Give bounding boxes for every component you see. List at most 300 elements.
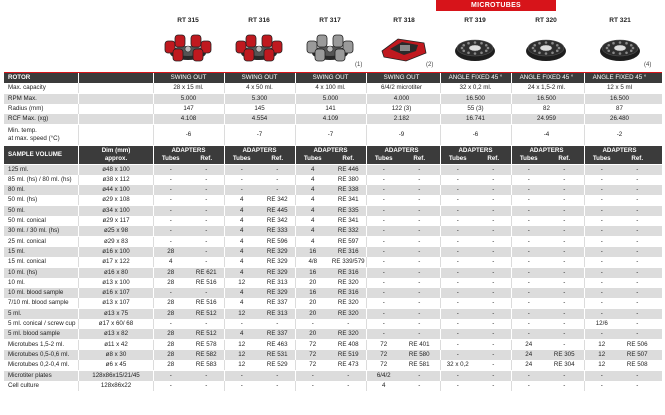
tubes-value: -	[169, 175, 172, 183]
tubes-value: 32 x 0,2	[446, 361, 469, 369]
tubes-value: -	[169, 206, 172, 214]
ref-value: -	[205, 237, 208, 245]
spec-value: 145	[254, 104, 265, 112]
ref-value: RE 304	[553, 361, 575, 369]
tubes-value: 16	[309, 247, 317, 255]
sample-dimension: ø13 x 100	[102, 278, 130, 286]
tubes-value: -	[382, 186, 385, 194]
ref-value: RE 313	[266, 278, 288, 286]
tubes-value: 72	[309, 361, 317, 369]
sample-dimension: ø29 x 83	[103, 237, 129, 245]
adapters-header: ADAPTERS	[458, 146, 493, 154]
sample-dimension: ø13 x 107	[102, 299, 130, 307]
sample-row	[4, 319, 662, 329]
tubes-value: -	[527, 289, 530, 297]
sample-dimension: ø48 x 100	[102, 165, 130, 173]
ref-value: RE 581	[408, 361, 430, 369]
ref-value: RE 320	[337, 278, 359, 286]
sample-dimension: ø17 x 122	[102, 258, 130, 266]
ref-value: RE 508	[626, 361, 648, 369]
tubes-value: -	[169, 320, 172, 327]
ref-value: -	[492, 206, 495, 214]
ref-value: RE 332	[337, 227, 359, 235]
ref-value: -	[347, 371, 350, 379]
tubes-value: 12	[598, 350, 606, 358]
ref-header: Ref.	[487, 154, 500, 162]
ref-value: -	[418, 186, 421, 194]
tubes-value: -	[382, 196, 385, 204]
tubes-value: -	[382, 165, 385, 173]
ref-value: -	[563, 206, 566, 214]
adapters-header: ADAPTERS	[242, 146, 277, 154]
tubes-value: 12	[238, 361, 246, 369]
tubes-value: -	[169, 237, 172, 245]
ref-value: -	[492, 247, 495, 255]
ref-value: RE 335	[337, 206, 359, 214]
tubes-value: -	[382, 206, 385, 214]
rotor-model-title: RT 315	[177, 17, 199, 24]
ref-value: -	[492, 165, 495, 173]
tubes-header: Tubes	[232, 154, 251, 162]
ref-value: -	[276, 186, 279, 194]
tubes-value: -	[382, 175, 385, 183]
ref-value: -	[492, 289, 495, 297]
tubes-value: -	[456, 289, 459, 297]
sample-dimension: ø13 x 75	[103, 309, 129, 317]
spec-label: RCF Max. (xg)	[8, 115, 49, 123]
tubes-value: -	[382, 237, 385, 245]
tubes-value: -	[527, 247, 530, 255]
tubes-value: -	[600, 299, 603, 307]
rotor-model-title: RT 321	[609, 17, 631, 24]
sample-label: 50 ml.	[8, 206, 25, 214]
min-temp-value: -4	[543, 130, 550, 138]
ref-value: -	[418, 278, 421, 286]
sample-label: 5 ml. blood sample	[8, 330, 60, 338]
tubes-value: -	[169, 289, 172, 297]
spec-value: 2.182	[393, 115, 410, 123]
tubes-value: 16	[309, 289, 317, 297]
tubes-value: 4	[169, 258, 173, 266]
sample-label: Microtubes 0,2-0,4 ml.	[8, 361, 70, 369]
rotor-model-title: RT 318	[393, 17, 415, 24]
tubes-value: -	[382, 320, 385, 327]
rotor-model-title: RT 316	[248, 17, 270, 24]
tubes-value: -	[382, 309, 385, 317]
sample-row	[4, 237, 662, 247]
sample-row	[4, 278, 662, 288]
ref-value: RE 337	[266, 299, 288, 307]
ref-value: -	[418, 330, 421, 338]
tubes-value: -	[527, 217, 530, 224]
tubes-header: Tubes	[303, 154, 322, 162]
spec-value: 32 x 0,2 ml.	[459, 84, 492, 92]
ref-value: -	[418, 289, 421, 297]
ref-value: -	[563, 237, 566, 245]
ref-value: RE 516	[195, 278, 217, 286]
spec-value: 12 x 5 ml	[606, 84, 633, 92]
tubes-value: -	[456, 258, 459, 266]
tubes-value: -	[456, 217, 459, 224]
tubes-value: -	[600, 175, 603, 183]
spec-value: 24.959	[537, 115, 556, 123]
spec-value: ANGLE FIXED 45 °	[448, 74, 503, 81]
tubes-value: -	[600, 381, 603, 389]
ref-header: Ref.	[200, 154, 213, 162]
footnote-marker: (4)	[644, 62, 652, 68]
tubes-value: -	[527, 165, 530, 173]
ref-value: RE 305	[553, 350, 575, 358]
ref-value: -	[563, 247, 566, 255]
sample-dimension: ø13 x 82	[103, 330, 129, 338]
tubes-value: 72	[380, 350, 388, 358]
ref-value: RE 597	[337, 237, 359, 245]
tubes-value: -	[240, 320, 243, 327]
sample-dimension: ø29 x 117	[102, 217, 130, 224]
tubes-value: 28	[167, 330, 175, 338]
tubes-value: -	[527, 371, 530, 379]
tubes-value: 4	[311, 227, 315, 235]
ref-value: RE 329	[266, 258, 288, 266]
ref-value: -	[205, 196, 208, 204]
sample-row	[4, 216, 662, 226]
adapters-header: ADAPTERS	[602, 146, 637, 154]
spec-value: 5.000	[322, 94, 339, 102]
tubes-value: 4	[240, 268, 244, 276]
tubes-value: 28	[167, 268, 175, 276]
ref-value: RE 313	[266, 309, 288, 317]
tubes-value: -	[240, 175, 243, 183]
tubes-value: 28	[167, 299, 175, 307]
ref-header: Ref.	[342, 154, 355, 162]
ref-value: -	[492, 309, 495, 317]
ref-value: -	[636, 227, 639, 235]
tubes-value: -	[311, 320, 314, 327]
rotor-image	[302, 27, 358, 67]
ref-value: -	[636, 237, 639, 245]
min-temp-value: -6	[185, 130, 192, 138]
ref-value: -	[492, 350, 495, 358]
tubes-value: -	[311, 371, 314, 379]
ref-value: -	[418, 247, 421, 255]
ref-value: RE 338	[337, 186, 359, 194]
sample-dimension: ø16 x 100	[102, 247, 130, 255]
rotor-image	[231, 27, 287, 67]
tubes-value: -	[169, 186, 172, 194]
ref-value: -	[636, 186, 639, 194]
ref-value: -	[492, 268, 495, 276]
ref-value: -	[418, 268, 421, 276]
ref-value: RE 506	[626, 340, 648, 348]
sample-row	[4, 268, 662, 278]
ref-value: -	[205, 247, 208, 255]
tubes-value: -	[169, 381, 172, 389]
tubes-header: Tubes	[592, 154, 611, 162]
tubes-header: Tubes	[519, 154, 538, 162]
ref-value: RE 401	[408, 340, 430, 348]
ref-value: -	[636, 258, 639, 266]
ref-value: -	[636, 196, 639, 204]
ref-value: RE 512	[195, 309, 217, 317]
ref-value: -	[636, 278, 639, 286]
tubes-value: 72	[380, 361, 388, 369]
ref-value: -	[563, 309, 566, 317]
tubes-value: -	[456, 175, 459, 183]
tubes-value: -	[600, 165, 603, 173]
tubes-value: -	[527, 278, 530, 286]
spec-value: 16.500	[610, 94, 629, 102]
ref-value: -	[205, 371, 208, 379]
ref-value: -	[205, 289, 208, 297]
sample-row	[4, 185, 662, 195]
rotor-image	[447, 27, 503, 67]
tubes-value: -	[527, 299, 530, 307]
ref-value: -	[418, 175, 421, 183]
tubes-value: -	[382, 299, 385, 307]
tubes-value: 4	[311, 175, 315, 183]
tubes-value: 4	[240, 258, 244, 266]
sample-row	[4, 371, 662, 381]
ref-value: RE 339/579	[331, 258, 365, 266]
ref-value: -	[563, 289, 566, 297]
sample-label: 10 ml. blood sample	[8, 289, 64, 297]
sample-row	[4, 247, 662, 257]
ref-value: RE 408	[337, 340, 359, 348]
sample-row	[4, 298, 662, 308]
tubes-value: -	[600, 206, 603, 214]
sample-label: 50 ml. conical	[8, 217, 46, 224]
ref-value: -	[636, 320, 639, 327]
sample-label: 15 ml. conical	[8, 258, 46, 266]
ref-value: -	[418, 381, 421, 389]
tubes-value: -	[169, 371, 172, 379]
spec-value: 4.554	[251, 115, 268, 123]
spec-value: 141	[325, 104, 336, 112]
spec-value: 26.480	[610, 115, 629, 123]
ref-value: RE 516	[195, 299, 217, 307]
tubes-value: 4	[311, 186, 315, 194]
tubes-value: -	[169, 217, 172, 224]
tubes-value: 4	[311, 206, 315, 214]
rotor-model-title: RT 317	[319, 17, 341, 24]
ref-value: -	[563, 381, 566, 389]
adapters-header: ADAPTERS	[384, 146, 419, 154]
sample-row	[4, 309, 662, 319]
ref-value: -	[636, 381, 639, 389]
ref-value: RE 621	[195, 268, 217, 276]
ref-value: -	[492, 299, 495, 307]
sample-label: 5 ml.	[8, 309, 22, 317]
ref-value: -	[636, 165, 639, 173]
spec-value: SWING OUT	[241, 74, 278, 81]
ref-value: -	[563, 299, 566, 307]
sample-dimension: ø16 x 107	[102, 289, 130, 297]
tubes-value: 72	[309, 350, 317, 358]
ref-value: -	[205, 186, 208, 194]
tubes-value: -	[456, 196, 459, 204]
tubes-value: -	[240, 186, 243, 194]
tubes-value: -	[600, 289, 603, 297]
ref-value: RE 519	[337, 350, 359, 358]
tubes-value: 24	[525, 361, 533, 369]
sample-dimension: ø38 x 112	[102, 175, 130, 183]
spec-row	[4, 83, 662, 93]
tubes-value: -	[456, 165, 459, 173]
tubes-value: -	[382, 289, 385, 297]
tubes-value: 4	[240, 330, 244, 338]
spec-value: SWING OUT	[383, 74, 420, 81]
tubes-value: -	[600, 196, 603, 204]
spec-value: 55 (3)	[467, 104, 484, 112]
ref-value: -	[636, 299, 639, 307]
sample-dimension: ø11 x 42	[104, 340, 128, 348]
tubes-value: -	[600, 247, 603, 255]
tubes-value: -	[456, 247, 459, 255]
tubes-value: 20	[309, 330, 317, 338]
tubes-value: -	[600, 217, 603, 224]
ref-value: RE 320	[337, 299, 359, 307]
spec-value: SWING OUT	[170, 74, 207, 81]
footnote-marker: (2)	[426, 62, 434, 68]
tubes-value: 4	[240, 237, 244, 245]
rotor-model-title: RT 320	[535, 17, 557, 24]
tubes-value: 4	[311, 217, 315, 224]
tubes-value: 20	[309, 299, 317, 307]
tubes-value: 4	[311, 196, 315, 204]
tubes-value: -	[382, 247, 385, 255]
tubes-value: 12	[238, 309, 246, 317]
ref-header: Ref.	[413, 154, 426, 162]
tubes-value: 12	[238, 340, 246, 348]
ref-value: -	[347, 320, 350, 327]
tubes-value: -	[169, 196, 172, 204]
sample-label: Cell culture	[8, 381, 39, 389]
sample-label: 7/10 ml. blood sample	[8, 299, 69, 307]
ref-value: -	[636, 247, 639, 255]
ref-value: -	[205, 206, 208, 214]
ref-value: -	[418, 320, 421, 327]
ref-value: -	[636, 371, 639, 379]
sample-row	[4, 288, 662, 298]
rotor-image	[376, 27, 432, 67]
dim-header: Dim (mm)	[101, 146, 131, 154]
spec-value: 16.500	[537, 94, 556, 102]
ref-value: -	[636, 175, 639, 183]
sample-row	[4, 329, 662, 339]
spec-row	[4, 73, 662, 83]
spec-value: ANGLE FIXED 45 °	[592, 74, 647, 81]
ref-value: RE 329	[266, 268, 288, 276]
ref-value: RE 342	[266, 196, 288, 204]
sample-label: Microtubes 0,5-0,6 ml.	[8, 350, 70, 358]
ref-value: -	[492, 361, 495, 369]
ref-value: RE 583	[195, 361, 217, 369]
ref-value: -	[563, 227, 566, 235]
tubes-header: Tubes	[374, 154, 393, 162]
sample-dimension: ø8 x 30	[105, 350, 127, 358]
tubes-value: -	[169, 227, 172, 235]
ref-value: RE 337	[266, 330, 288, 338]
ref-value: -	[276, 320, 279, 327]
ref-value: -	[492, 237, 495, 245]
spec-row	[4, 104, 662, 114]
min-temp-label-2: at max. speed (°C)	[8, 134, 60, 142]
ref-value: -	[205, 227, 208, 235]
spec-label: ROTOR	[8, 74, 31, 81]
sample-row	[4, 195, 662, 205]
ref-value: -	[418, 258, 421, 266]
sample-row	[4, 381, 662, 391]
min-temp-label: Min. temp.	[8, 126, 37, 134]
ref-value: -	[636, 289, 639, 297]
spec-value: 82	[543, 104, 550, 112]
tubes-value: 4	[240, 247, 244, 255]
ref-value: -	[276, 371, 279, 379]
ref-value: -	[563, 330, 566, 338]
min-temp-row	[4, 125, 662, 145]
sample-dimension: ø16 x 80	[103, 268, 129, 276]
ref-value: -	[563, 196, 566, 204]
tubes-value: 4	[240, 196, 244, 204]
tubes-value: -	[527, 320, 530, 327]
sample-row	[4, 350, 662, 360]
spec-value: 122 (3)	[391, 104, 412, 112]
ref-value: -	[563, 217, 566, 224]
ref-value: RE 341	[337, 196, 359, 204]
sample-label: 125 ml.	[8, 165, 29, 173]
tubes-value: -	[600, 186, 603, 194]
ref-value: -	[636, 268, 639, 276]
sample-dimension: ø29 x 108	[102, 196, 130, 204]
ref-value: -	[276, 381, 279, 389]
ref-header: Ref.	[558, 154, 571, 162]
ref-value: RE 596	[266, 237, 288, 245]
ref-value: -	[418, 217, 421, 224]
tubes-value: 4	[240, 227, 244, 235]
ref-value: RE 316	[337, 268, 359, 276]
tubes-value: 4	[311, 237, 315, 245]
ref-value: -	[205, 175, 208, 183]
tubes-value: -	[600, 227, 603, 235]
adapters-header: ADAPTERS	[171, 146, 206, 154]
tubes-value: -	[600, 371, 603, 379]
ref-value: -	[418, 237, 421, 245]
sample-label: 25 ml. conical	[8, 237, 46, 245]
sample-label: 85 ml. (hs) / 80 ml. (hs)	[8, 175, 72, 183]
tubes-value: -	[527, 206, 530, 214]
spec-value: 4 x 100 ml.	[315, 84, 346, 92]
ref-value: RE 463	[266, 340, 288, 348]
min-temp-value: -9	[398, 130, 405, 138]
tubes-value: -	[527, 175, 530, 183]
tubes-value: 20	[309, 309, 317, 317]
ref-value: RE 329	[266, 247, 288, 255]
rotor-image	[160, 27, 216, 67]
tubes-value: -	[456, 206, 459, 214]
ref-value: -	[418, 165, 421, 173]
sample-row	[4, 226, 662, 236]
min-temp-value: -6	[472, 130, 479, 138]
ref-value: -	[636, 309, 639, 317]
sample-volume-header	[4, 146, 662, 164]
ref-value: RE 473	[337, 361, 359, 369]
tubes-value: -	[600, 309, 603, 317]
ref-value: -	[563, 340, 566, 348]
tubes-value: 4	[240, 206, 244, 214]
tubes-value: -	[240, 165, 243, 173]
tubes-value: 4	[240, 299, 244, 307]
tubes-value: -	[527, 381, 530, 389]
